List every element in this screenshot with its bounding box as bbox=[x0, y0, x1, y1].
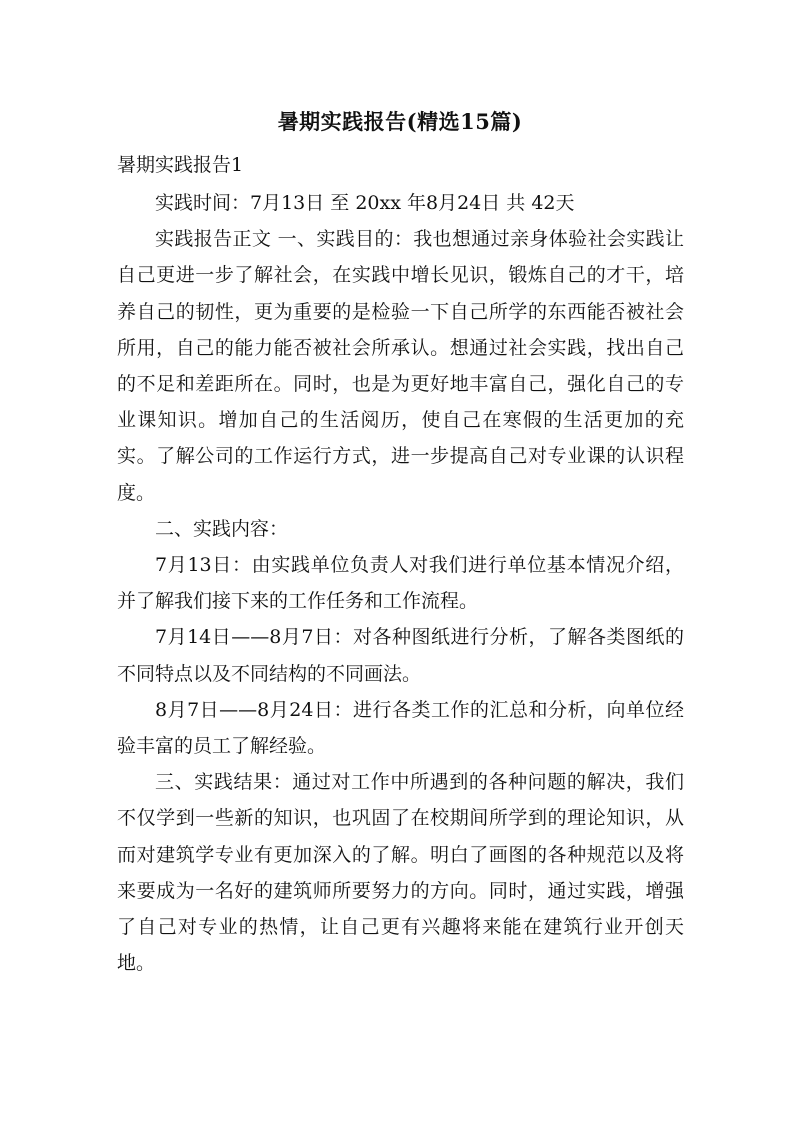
document-body bbox=[117, 185, 684, 981]
paragraph-content-heading: 二、实践内容： bbox=[155, 517, 289, 540]
paragraph-practice-results: 三、实践结果：通过对工作中所遇到的各种问题的解决，我们不仅学到一些新的知识，也巩固了在校期间所学到的理论知识，从而对建筑学专业有更加深入的了解。明白了画图的各种规范以及将来要成为一名好的建筑师所要努力的方向。同时，通过实践，增强了自己对专业的热情，让自己更有兴趣将来能在建筑行业开创天地。 bbox=[117, 771, 684, 975]
document-title: 暑期实践报告(精选15篇) bbox=[277, 109, 523, 134]
paragraph-aug-7-aug-24: 8月7日——8月24日：进行各类工作的汇总和分析，向单位经验丰富的员工了解经验。 bbox=[117, 698, 684, 758]
report-subheading: 暑期实践报告1 bbox=[117, 154, 244, 176]
paragraph-practice-purpose: 实践报告正文 一、实践目的：我也想通过亲身体验社会实践让自己更进一步了解社会，在实践中增长见识，锻炼自己的才干，培养自己的韧性，更为重要的是检验一下自己所学的东西能否被社会所用，自己的能力能否被社会所承认。想通过社会实践，找出自己的不足和差距所在。同时，也是为更好地丰富自己，强化自己的专业课知识。增加自己的生活阅历，使自己在寒假的生活更加的充实。了解公司的工作运行方式，进一步提高自己对专业课的认识程度。 bbox=[117, 228, 684, 504]
paragraph-july-14-aug-7: 7月14日——8月7日：对各种图纸进行分析，了解各类图纸的不同特点以及不同结构的不同画法。 bbox=[117, 626, 684, 685]
paragraph-practice-time: 实践时间：7月13日 至 20xx 年8月24日 共 42天 bbox=[155, 192, 575, 214]
paragraph-july-13: 7月13日：由实践单位负责人对我们进行单位基本情况介绍，并了解我们接下来的工作任务和工作流程。 bbox=[117, 554, 684, 613]
